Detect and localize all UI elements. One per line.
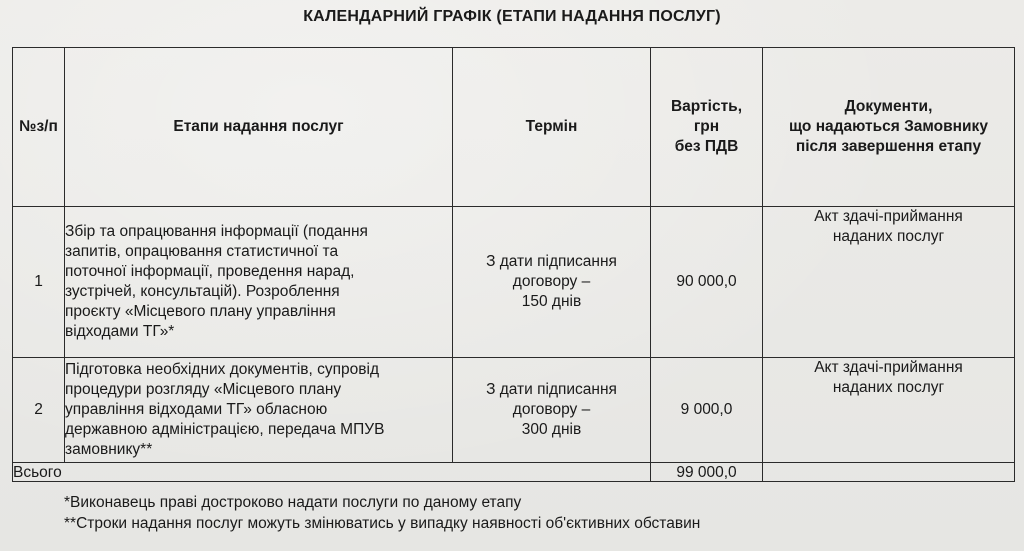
total-label: Всього [13, 463, 651, 482]
total-row [13, 463, 1015, 482]
footnotes [64, 492, 700, 534]
document-title: КАЛЕНДАРНИЙ ГРАФІК (ЕТАПИ НАДАННЯ ПОСЛУГ) [303, 8, 721, 25]
row-number: 1 [13, 207, 65, 358]
header-docs: Документи, що надаються Замовнику після завершення етапу [763, 48, 1015, 207]
footnote-2: **Строки надання послуг можуть змінюватись у випадку наявності об'єктивних обставин [64, 515, 701, 532]
row-stage: Підготовка необхідних документів, супровід процедури розгляду «Місцевого плану управління відходами ТГ» обласною державною адміністрацією, передача МПУВ замовнику** [65, 358, 453, 463]
row-number: 2 [13, 358, 65, 463]
row-term: З дати підписання договору – 300 днів [453, 358, 651, 463]
total-docs-empty [763, 463, 1015, 482]
schedule-table [12, 47, 1015, 482]
footnote-1: *Виконавець праві достроково надати послуги по даному етапу [64, 494, 522, 511]
table-header-row [13, 48, 1015, 207]
row-term: З дати підписання договору – 150 днів [453, 207, 651, 358]
header-cost: Вартість, грн без ПДВ [651, 48, 763, 207]
header-num: №з/п [13, 48, 65, 207]
table-row [13, 358, 1015, 463]
header-stage: Етапи надання послуг [65, 48, 453, 207]
row-docs: Акт здачі-приймання наданих послуг [763, 358, 1015, 463]
table-row [13, 207, 1015, 358]
row-stage: Збір та опрацювання інформації (подання запитів, опрацювання статистичної та поточної інформації, проведення нарад, зустрічей, консультацій). Розроблення проєкту «Місцевого плану управління відходами ТГ»* [65, 207, 453, 358]
header-term: Термін [453, 48, 651, 207]
row-cost: 90 000,0 [651, 207, 763, 358]
row-docs: Акт здачі-приймання наданих послуг [763, 207, 1015, 358]
row-cost: 9 000,0 [651, 358, 763, 463]
total-cost: 99 000,0 [651, 463, 763, 482]
